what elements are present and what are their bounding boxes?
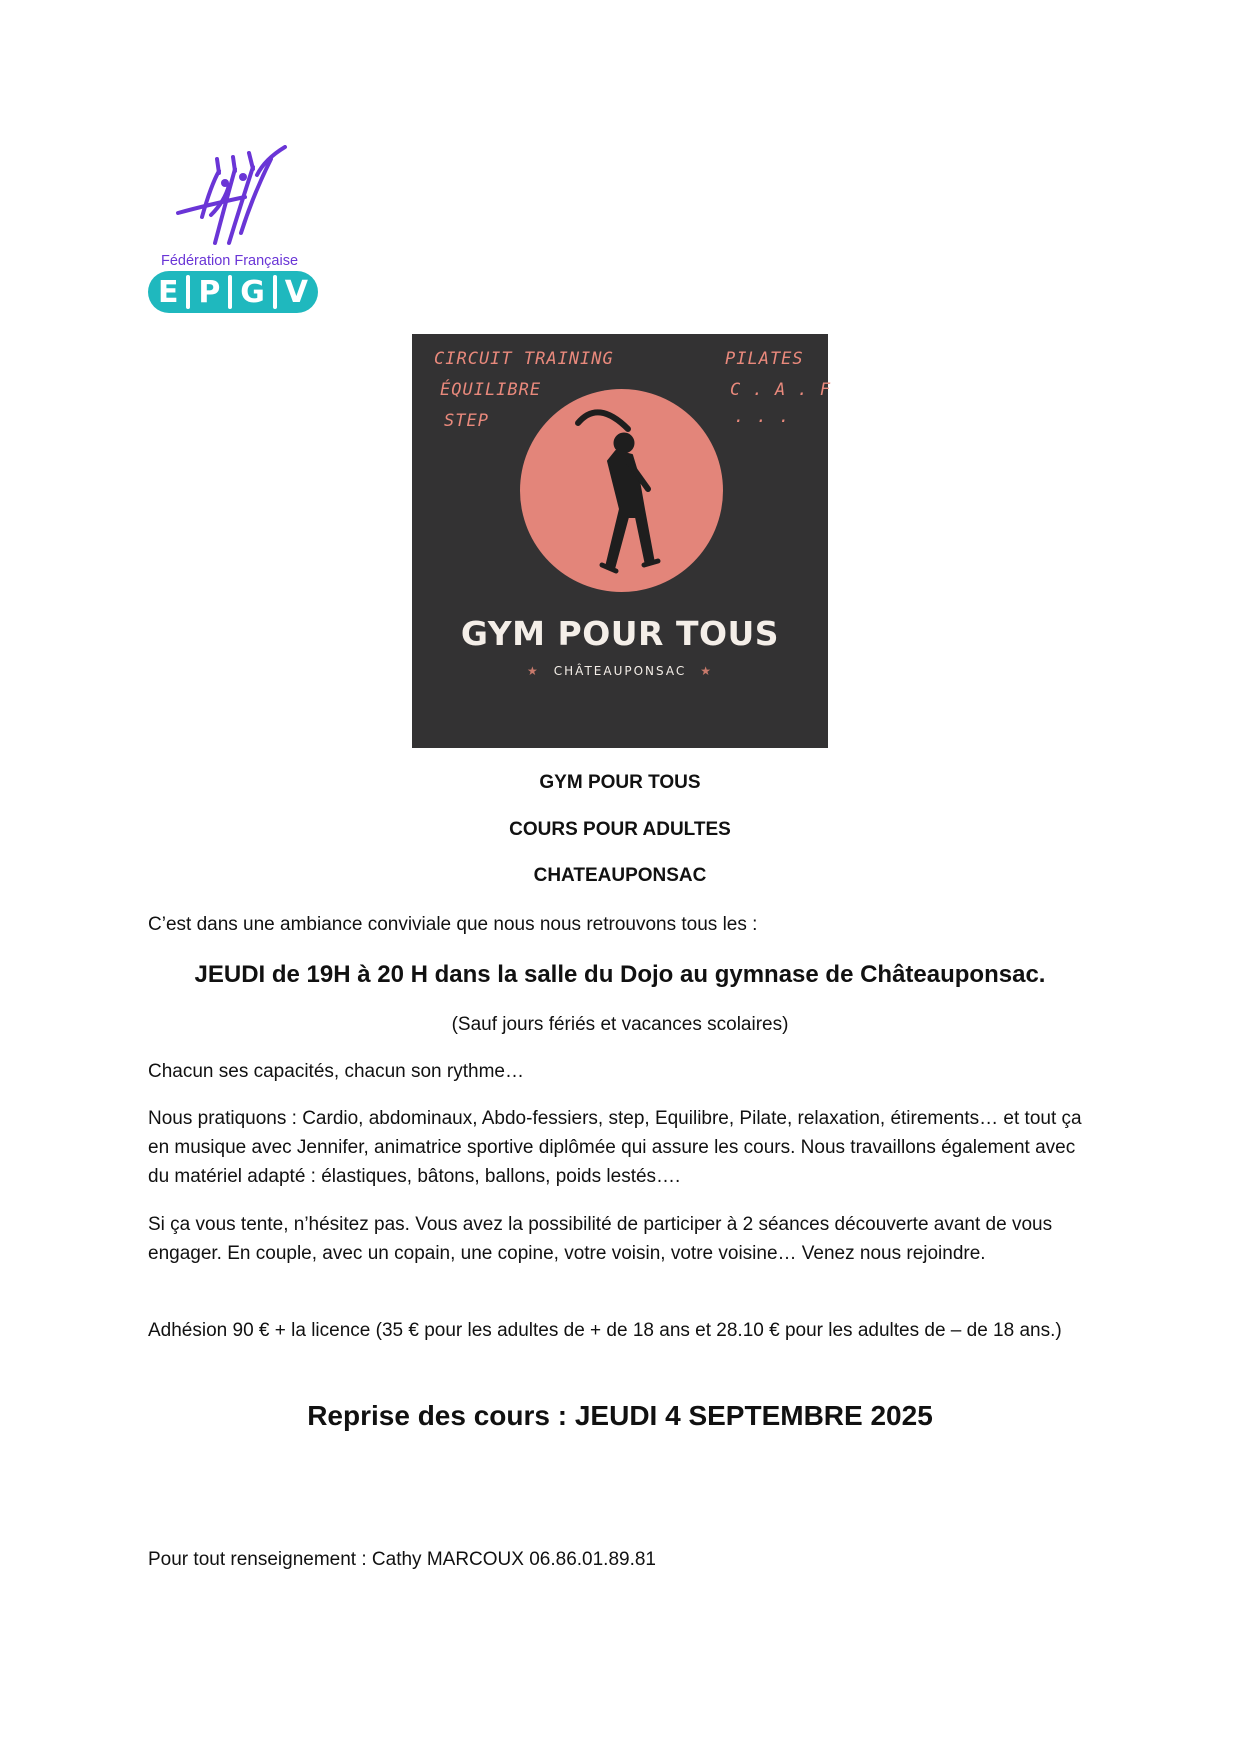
heading-line-1: GYM POUR TOUS: [539, 772, 701, 793]
poster-activity: ÉQUILIBRE: [440, 380, 542, 400]
paragraph-4: Adhésion 90 € + la licence (35 € pour les adultes de + de 18 ans et 28.10 € pour les adultes de – de 18 ans.): [148, 1320, 1062, 1341]
poster-activity: STEP: [444, 411, 489, 431]
epgv-wordmark: [148, 271, 318, 313]
poster-activity: C . A . F: [730, 380, 832, 400]
paragraph-1: Chacun ses capacités, chacun son rythme…: [148, 1061, 524, 1082]
poster-activity: PILATES: [725, 349, 804, 369]
epgv-letter: P: [198, 274, 221, 310]
poster-activity: CIRCUIT TRAINING: [434, 349, 614, 369]
paragraph-2: Nous pratiquons : Cardio, abdominaux, Abdo-fessiers, step, Equilibre, Pilate, relaxation, étirements… et tout ça en musique avec Jennifer, animatrice sportive diplômée qui assure les cours. Nous travaillons également avec du matériel adapté : élastiques, bâtons, ballons, poids lestés….: [148, 1108, 1082, 1187]
schedule-text: JEUDI de 19H à 20 H dans la salle du Dojo au gymnase de Châteauponsac.: [194, 961, 1046, 988]
epgv-letter: E: [157, 274, 179, 310]
divider: [273, 275, 277, 309]
epgv-letter: G: [240, 274, 265, 310]
star-icon: ★: [527, 664, 540, 678]
stretching-woman-icon: [520, 389, 723, 592]
logo-caption: Fédération Française: [161, 253, 299, 269]
poster-activity: . . .: [734, 407, 791, 427]
heading-line-2: COURS POUR ADULTES: [509, 819, 731, 840]
schedule-note: (Sauf jours fériés et vacances scolaires): [451, 1014, 789, 1035]
epgv-logo: [145, 145, 325, 320]
reprise-text: Reprise des cours : JEUDI 4 SEPTEMBRE 2025: [307, 1400, 933, 1431]
divider: [228, 275, 232, 309]
poster-subtitle: [412, 664, 828, 678]
divider: [186, 275, 190, 309]
contact-text: Pour tout renseignement : Cathy MARCOUX 06.86.01.89.81: [148, 1549, 656, 1570]
intro-text: C’est dans une ambiance conviviale que nous nous retrouvons tous les :: [148, 914, 758, 935]
heading-line-3: CHATEAUPONSAC: [533, 865, 707, 886]
star-icon: ★: [700, 664, 713, 678]
paragraph-3: Si ça vous tente, n’hésitez pas. Vous avez la possibilité de participer à 2 séances découverte avant de vous engager. En couple, avec un copain, une copine, votre voisin, votre voisine… Venez nous rejoindre.: [148, 1214, 1053, 1264]
poster-title: GYM POUR TOUS: [460, 614, 780, 653]
poster-subtitle-text: CHÂTEAUPONSAC: [553, 664, 687, 678]
epgv-letter: V: [284, 274, 308, 310]
gym-poster: [412, 334, 832, 748]
